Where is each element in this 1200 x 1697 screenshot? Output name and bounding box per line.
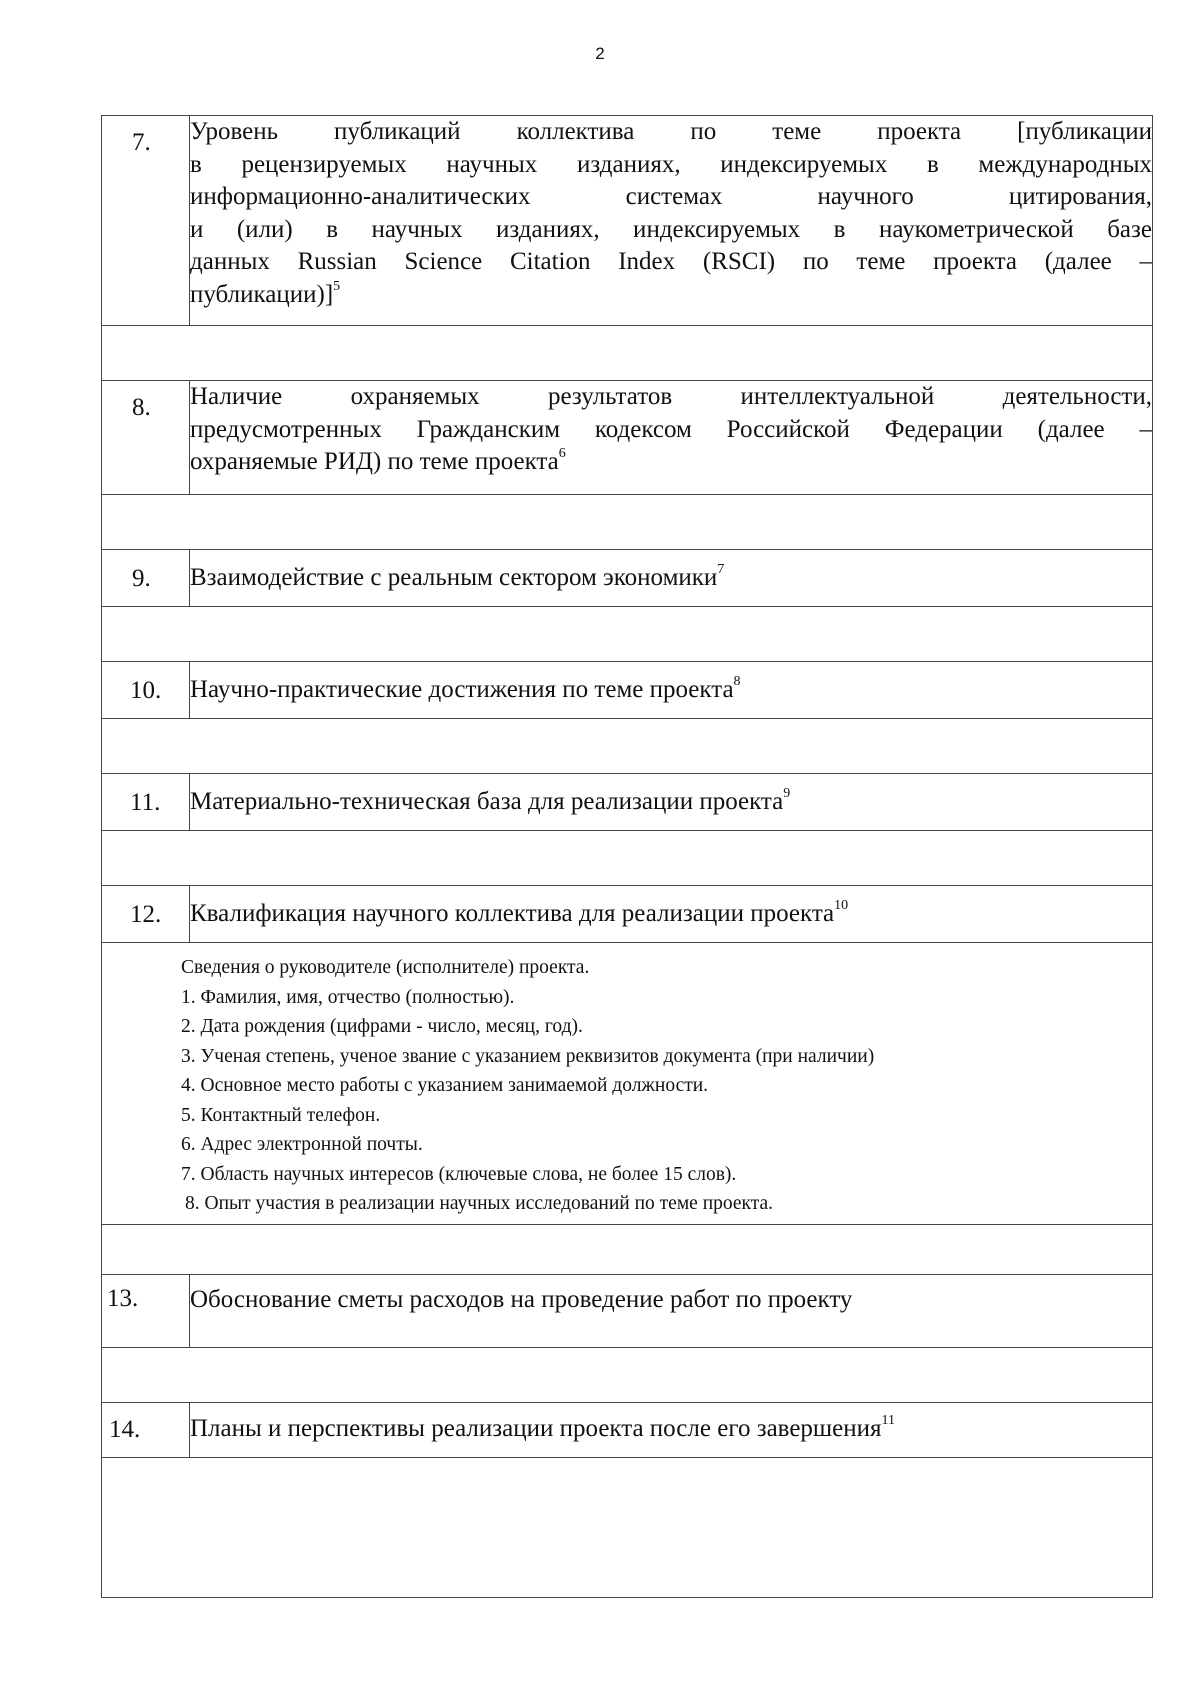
section-title-cell (190, 550, 1153, 607)
answer-cell[interactable] (102, 1348, 1153, 1403)
leader-info-item: 3. Ученая степень, ученое звание с указанием реквизитов документа (при наличии) (181, 1045, 875, 1067)
section-number-cell (102, 662, 190, 719)
section-title-line: и (или) в научных изданиях, индексируемых в наукометрической базе (190, 215, 1152, 243)
section-number: 9. (132, 565, 151, 592)
leader-info-item: 2. Дата рождения (цифрами - число, месяц, год). (181, 1016, 583, 1037)
section-row-12 (102, 886, 1153, 943)
answer-cell[interactable] (102, 1225, 1153, 1275)
section-title-cell (190, 1275, 1153, 1348)
section-number: 11. (130, 789, 161, 816)
section-row-11 (102, 774, 1153, 831)
footnote-mark: 7 (717, 562, 725, 577)
section-title-line-last (190, 279, 1152, 312)
section-number-cell (102, 550, 190, 607)
section-row-8 (102, 381, 1153, 495)
leader-info-item: 5. Контактный телефон. (181, 1104, 381, 1126)
section-number: 7. (132, 129, 151, 156)
answer-cell[interactable] (102, 607, 1153, 662)
answer-cell[interactable] (102, 326, 1153, 381)
section-title-cell (190, 662, 1153, 719)
section-row-14 (102, 1403, 1153, 1458)
footnote-mark: 10 (834, 898, 849, 913)
answer-row-11 (102, 831, 1153, 886)
leader-info-item: 7. Область научных интересов (ключевые слова, не более 15 слов). (181, 1163, 737, 1185)
section-row-7 (102, 116, 1153, 326)
section-title-line-last (190, 446, 1152, 479)
section-title-cell (190, 774, 1153, 831)
section-title-text: Взаимодействие с реальным сектором экономики (190, 564, 718, 591)
section-title-text: охраняемые РИД) по теме проекта (190, 448, 559, 475)
section-number: 12. (130, 901, 162, 928)
section-title-text: Квалификация научного коллектива для реализации проекта (190, 900, 835, 927)
section-title-line: Наличие охраняемых результатов интеллектуальной деятельности, (190, 383, 1152, 410)
answer-row-7 (102, 326, 1153, 381)
section-number-cell (102, 1275, 190, 1348)
section-number-cell (102, 774, 190, 831)
leader-info-list (102, 943, 1152, 1219)
application-form-table (101, 115, 1153, 1598)
page-number: 2 (595, 44, 605, 63)
section-row-9 (102, 550, 1153, 607)
leader-info-heading: Сведения о руководителе (исполнителе) проекта. (181, 957, 590, 978)
section-number: 8. (132, 394, 151, 421)
answer-cell[interactable] (102, 719, 1153, 774)
section-title-cell (190, 116, 1153, 326)
footnote-mark: 11 (881, 1413, 896, 1428)
footnote-mark: 9 (783, 786, 791, 801)
answer-row-8 (102, 495, 1153, 550)
leader-info-item: 1. Фамилия, имя, отчество (полностью). (181, 986, 515, 1008)
section-title-cell (190, 1403, 1153, 1458)
answer-cell[interactable] (102, 1458, 1153, 1598)
leader-info-item: 8. Опыт участия в реализации научных исследований по теме проекта. (185, 1193, 774, 1214)
section-title-text: Планы и перспективы реализации проекта после его завершения (190, 1415, 882, 1442)
answer-row-10 (102, 719, 1153, 774)
footnote-mark: 5 (333, 278, 341, 294)
footnote-mark: 6 (558, 446, 566, 461)
section-title-line: информационно-аналитических системах научного цитирования, (190, 183, 1152, 210)
section-title-cell (190, 886, 1153, 943)
leader-info-row (102, 943, 1153, 1225)
section-number-cell (102, 1403, 190, 1458)
section-title-cell (190, 381, 1153, 495)
section-title-text: Научно-практические достижения по теме проекта (190, 676, 734, 703)
leader-info-item: 6. Адрес электронной почты. (181, 1134, 423, 1155)
section-number: 10. (130, 677, 162, 704)
section-number: 14. (109, 1416, 141, 1443)
section-title-text: публикации)] (190, 280, 334, 308)
section-row-13 (102, 1275, 1153, 1348)
answer-row-13 (102, 1348, 1153, 1403)
section-title-text: Обоснование сметы расходов на проведение работ по проекту (190, 1286, 853, 1313)
leader-info-item: 4. Основное место работы с указанием занимаемой должности. (181, 1075, 709, 1096)
section-title-line: Уровень публикаций коллектива по теме проекта [публикации (190, 118, 1152, 145)
section-title-line: предусмотренных Гражданским кодексом Российской Федерации (далее – (190, 415, 1152, 443)
answer-row-9 (102, 607, 1153, 662)
leader-info-cell[interactable] (102, 943, 1153, 1225)
section-number: 13. (107, 1285, 139, 1312)
section-title-line: в рецензируемых научных изданиях, индексируемых в международных (190, 150, 1152, 178)
footnote-mark: 8 (733, 674, 741, 689)
answer-cell[interactable] (102, 495, 1153, 550)
section-title-line: данных Russian Science Citation Index (RSCI) по теме проекта (далее – (190, 248, 1152, 275)
answer-row-14 (102, 1458, 1153, 1598)
section-row-10 (102, 662, 1153, 719)
section-number-cell (102, 116, 190, 326)
section-title-text: Материально-техническая база для реализации проекта (190, 788, 784, 815)
section-number-cell (102, 886, 190, 943)
answer-cell[interactable] (102, 831, 1153, 886)
section-number-cell (102, 381, 190, 495)
answer-row-12 (102, 1225, 1153, 1275)
